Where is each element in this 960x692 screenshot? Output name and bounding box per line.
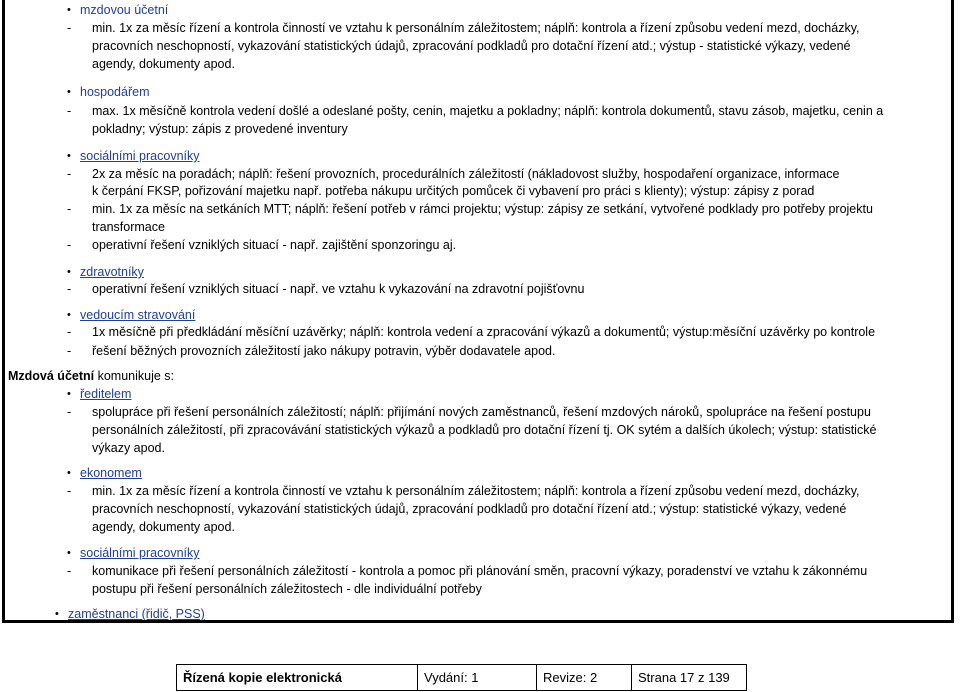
bullet-icon: • [67,547,71,559]
text-line: komunikace při řešení personálních záležitostí - kontrola a pomoc při plánování směn, pracovní výkazy, poradenství ve vztahu k zákonnému [92,564,868,578]
text-line: agendy, dokumenty apod. [92,520,235,534]
section-heading: zdravotníky [80,265,144,279]
bullet-icon: • [67,266,71,278]
bullet-icon: • [55,608,59,620]
footer-page: Strana 17 z 139 [632,665,747,691]
section-heading: sociálními pracovníky [80,149,200,163]
text-line: pokladny; výstup: zápis z provedené inventury [92,122,348,136]
section-heading: sociálními pracovníky [80,546,200,560]
text-line: transformace [92,220,165,234]
text-line: k čerpání FKSP, pořizování majetku např. potřeba nákupu určitých pomůcek či vybavení pro práci s klienty); výstup: zápisy z porad [92,184,815,198]
section-heading: hospodářem [80,85,150,99]
role-suffix: komunikuje s: [94,369,175,383]
role-heading [8,368,174,385]
dash-marker: - [67,104,72,118]
section-heading: vedoucím stravování [80,308,196,322]
dash-marker: - [67,167,72,181]
dash-marker: - [67,484,72,498]
text-line: agendy, dokumenty apod. [92,57,235,71]
text-line: min. 1x za měsíc na setkáních MTT; náplň: řešení potřeb v rámci projektu; výstup: zápisy ze setkání, vytvořené podklady pro potřeby projektu [92,202,873,216]
text-line: personálních záležitostí, při zpracovávání statistických výkazů a podkladů pro dotační řízení tj. OK sytém a dalších úkolech; výstup: statistické [92,423,877,437]
dash-marker: - [67,238,72,252]
text-line: min. 1x za měsíc řízení a kontrola činností ve vztahu k personálním záležitostem; náplň: kontrola a řízení způsobu vedení mezd, docházky, [92,21,860,35]
role-name: Mzdová účetní [8,369,95,383]
dash-marker: - [67,21,72,35]
bullet-icon: • [67,388,71,400]
text-line: výkazy apod. [92,441,165,455]
dash-marker: - [67,325,72,339]
text-line: 2x za měsíc na poradách; náplň: řešení provozních, procedurálních záležitostí (nákladovost služby, hospodaření organizace, informace [92,167,840,181]
bullet-icon: • [67,309,71,321]
section-heading: zaměstnanci (řidič, PSS) [68,607,205,621]
footer-issue: Vydání: 1 [418,665,537,691]
text-line: operativní řešení vzniklých situací - např. ve vztahu k vykazování na zdravotní pojišťovnu [92,282,585,296]
text-line: min. 1x za měsíc řízení a kontrola činností ve vztahu k personálním záležitostem; náplň: kontrola a řízení způsobu vedení mezd, docházky, [92,484,860,498]
text-line: postupu při řešení personálních záležitostech - dle individuální potřeby [92,582,482,596]
text-line: pracovních neschopností, vykazování statistických údajů, zpracování podkladů pro dotační řízení atd.; výstup: statistické výkazy, vedené [92,502,847,516]
text-line: spolupráce při řešení personálních záležitostí; náplň: přijímání nových zaměstnanců, řešení mzdových nároků, spolupráce na řešení postupu [92,405,871,419]
text-line: pracovních neschopností, vykazování statistických údajů, zpracování podkladů pro dotační řízení atd.; výstup - statistické výkazy, vedené [92,39,851,53]
section-heading: ředitelem [80,387,132,401]
bullet-icon: • [67,86,71,98]
text-line: max. 1x měsíčně kontrola vedení došlé a odeslané pošty, cenin, majetku a pokladny; náplň: kontrola dokumentů, stavu zásob, majetku, cenin a [92,104,884,118]
text-line: operativní řešení vzniklých situací - např. zajištění sponzoringu aj. [92,238,457,252]
dash-marker: - [67,344,72,358]
dash-marker: - [67,282,72,296]
section-heading: ekonomem [80,466,142,480]
bullet-icon: • [67,467,71,479]
section-heading: mzdovou účetní [80,3,169,17]
text-line: řešení běžných provozních záležitostí jako nákupy potravin, výběr dodavatele apod. [92,344,556,358]
footer-revision: Revize: 2 [537,665,632,691]
footer-label: Řízená kopie elektronická [177,665,418,691]
dash-marker: - [67,202,72,216]
bullet-icon: • [67,150,71,162]
bullet-icon: • [67,4,71,16]
document-footer [176,664,747,691]
text-line: 1x měsíčně při předkládání měsíční uzávěrky; náplň: kontrola vedení a zpracování výkazů a dokumentů; výstup:měsíční uzávěrky po kontrole [92,325,876,339]
dash-marker: - [67,564,72,578]
dash-marker: - [67,405,72,419]
